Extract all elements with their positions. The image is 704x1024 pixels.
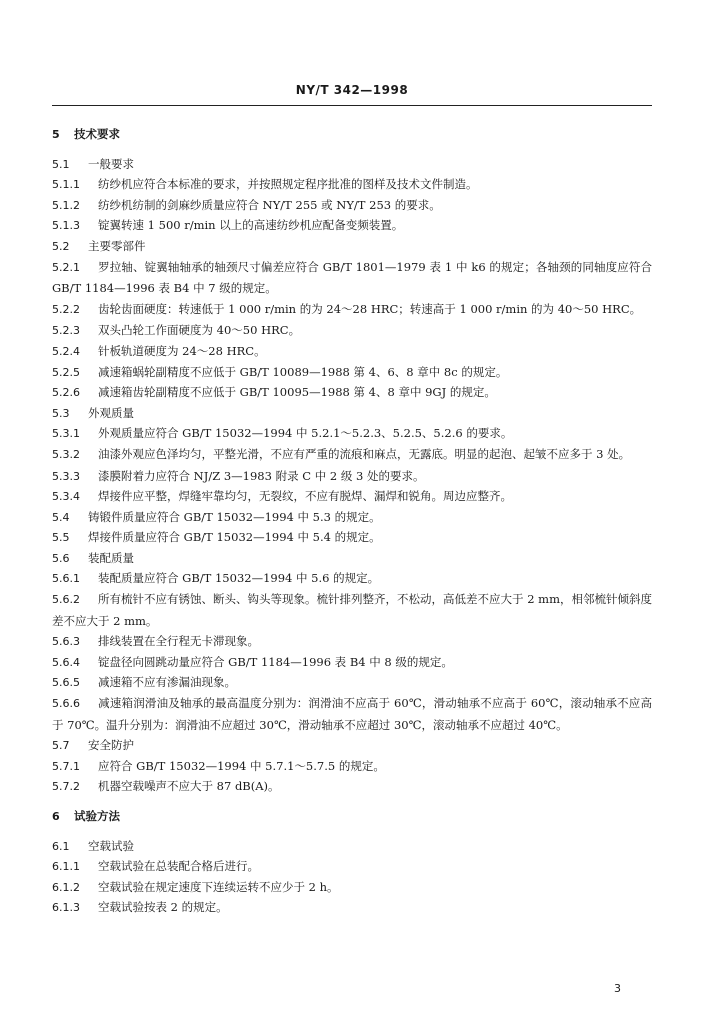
clause-number: 5.2.1 (52, 260, 80, 274)
clause-line (52, 836, 652, 857)
clause-number: 5.7 (52, 739, 70, 753)
clause-line (52, 856, 652, 877)
clause-line (52, 444, 652, 466)
clause-line (52, 527, 652, 548)
clause-number: 6.1 (52, 839, 70, 853)
clause-line (52, 382, 652, 403)
clause-text: 减速箱蜗轮副精度不应低于 GB/T 10089—1988 第 4、6、8 章中 8c 的规定。 (98, 364, 508, 379)
section-heading (52, 124, 652, 145)
header-divider (52, 105, 652, 106)
clause-line (52, 897, 652, 918)
clause-text: 安全防护 (88, 738, 134, 753)
clause-line (52, 236, 652, 257)
document-body (52, 124, 652, 918)
clause-text: 空载试验在规定速度下连续运转不应少于 2 h。 (98, 879, 339, 894)
standard-code-header: NY/T 342—1998 (295, 83, 409, 97)
clause-number: 5.1.2 (52, 198, 80, 212)
clause-text: 外观质量应符合 GB/T 15032—1994 中 5.2.1～5.2.3、5.2.5、5.2.6 的要求。 (98, 426, 513, 441)
clause-number: 5.2.5 (52, 365, 80, 379)
clause-line (52, 756, 652, 777)
clause-text: 技术要求 (74, 127, 120, 141)
clause-number: 5.2.2 (52, 302, 80, 316)
clause-line (52, 548, 652, 569)
clause-number: 5.3.1 (52, 427, 80, 441)
clause-line (52, 154, 652, 175)
clause-number: 5.2.4 (52, 344, 80, 358)
clause-number: 5 (52, 128, 60, 141)
section-heading (52, 806, 652, 827)
clause-number: 5.6.1 (52, 572, 80, 586)
clause-line (52, 877, 652, 898)
clause-line (52, 776, 652, 797)
clause-line (52, 174, 652, 195)
clause-text: 机器空载噪声不应大于 87 dB(A)。 (98, 779, 280, 794)
clause-number: 5.6.3 (52, 635, 80, 649)
clause-text: 油漆外观应色泽均匀，平整光滑，不应有严重的流痕和麻点，无露底。明显的起泡、起皱不应多于 3 处。 (98, 446, 631, 461)
clause-line (52, 320, 652, 341)
clause-text: 减速箱不应有渗漏油现象。 (98, 675, 236, 690)
clause-text: 主要零部件 (88, 238, 146, 253)
clause-number: 5.3 (52, 406, 70, 420)
clause-number: 5.6.4 (52, 655, 80, 669)
clause-number: 5.3.2 (52, 447, 80, 461)
clause-line (52, 568, 652, 589)
clause-line (52, 735, 652, 756)
page-number: 3 (614, 982, 621, 995)
clause-text: 漆膜附着力应符合 NJ/Z 3—1983 附录 C 中 2 级 3 处的要求。 (98, 468, 425, 483)
clause-text: 减速箱润滑油及轴承的最高温度分别为：润滑油不应高于 60℃，滑动轴承不应高于 60℃，滚动轴承不应高于 70℃。温升分别为：润滑油不应超过 30℃，滑动轴承不应超过 30℃，滚动轴承不应超过 40℃。 (52, 696, 652, 732)
clause-number: 5.5 (52, 531, 70, 545)
clause-line (52, 215, 652, 236)
clause-text: 锭翼转速 1 500 r/min 以上的高速纺纱机应配备变频装置。 (98, 218, 404, 233)
clause-text: 纺纱机应符合本标准的要求，并按照规定程序批准的图样及技术文件制造。 (98, 177, 478, 192)
clause-number: 5.4 (52, 510, 70, 524)
clause-text: 双头凸轮工作面硬度为 40～50 HRC。 (98, 323, 301, 338)
clause-number: 5.3.4 (52, 490, 80, 504)
clause-number: 5.7.2 (52, 780, 80, 794)
clause-number: 6 (52, 810, 60, 823)
clause-text: 一般要求 (88, 156, 134, 171)
clause-line (52, 693, 652, 735)
clause-line (52, 341, 652, 362)
clause-number: 5.1.3 (52, 219, 80, 233)
clause-text: 焊接件应平整，焊缝牢靠均匀，无裂纹，不应有脱焊、漏焊和锐角。周边应整齐。 (98, 489, 512, 504)
clause-text: 空载试验按表 2 的规定。 (98, 900, 228, 915)
clause-text: 空载试验在总装配合格后进行。 (98, 859, 259, 874)
clause-text: 外观质量 (88, 405, 134, 420)
clause-text: 齿轮齿面硬度：转速低于 1 000 r/min 的为 24～28 HRC；转速高于 1 000 r/min 的为 40～50 HRC。 (98, 301, 642, 316)
clause-text: 锭盘径向圆跳动量应符合 GB/T 1184—1996 表 B4 中 8 级的规定。 (98, 654, 453, 669)
clause-line (52, 631, 652, 652)
clause-text: 焊接件质量应符合 GB/T 15032—1994 中 5.4 的规定。 (88, 530, 381, 545)
clause-line (52, 672, 652, 693)
clause-number: 5.2.3 (52, 324, 80, 338)
clause-text: 装配质量应符合 GB/T 15032—1994 中 5.6 的规定。 (98, 571, 380, 586)
clause-number: 5.7.1 (52, 759, 80, 773)
clause-number: 6.1.1 (52, 860, 80, 874)
clause-line (52, 507, 652, 528)
clause-line (52, 362, 652, 383)
clause-number: 5.6.6 (52, 697, 80, 711)
clause-line (52, 423, 652, 444)
clause-number: 5.6.5 (52, 676, 80, 690)
clause-text: 罗拉轴、锭翼轴轴承的轴颈尺寸偏差应符合 GB/T 1801—1979 表 1 中 k6 的规定；各轴颈的同轴度应符合 GB/T 1184—1996 表 B4 中 7 级的规定。 (52, 259, 652, 296)
clause-line (52, 466, 652, 487)
clause-number: 5.2.6 (52, 386, 80, 400)
clause-line (52, 652, 652, 673)
clause-number: 5.3.3 (52, 469, 80, 483)
clause-text: 试验方法 (74, 809, 120, 823)
clause-text: 应符合 GB/T 15032—1994 中 5.7.1～5.7.5 的规定。 (98, 758, 385, 773)
clause-text: 针板轨道硬度为 24～28 HRC。 (98, 343, 266, 358)
clause-number: 5.2 (52, 239, 70, 253)
clause-number: 5.1.1 (52, 178, 80, 192)
clause-text: 减速箱齿轮副精度不应低于 GB/T 10095—1988 第 4、8 章中 9GJ 的规定。 (98, 385, 496, 400)
clause-line (52, 299, 652, 321)
clause-number: 5.1 (52, 157, 70, 171)
clause-line (52, 403, 652, 424)
clause-number: 6.1.3 (52, 901, 80, 915)
clause-line (52, 486, 652, 507)
clause-text: 排线装置在全行程无卡滞现象。 (98, 634, 259, 649)
clause-number: 6.1.2 (52, 880, 80, 894)
clause-text: 所有梳针不应有锈蚀、断头、钩头等现象。梳针排列整齐，不松动，高低差不应大于 2 mm，相邻梳针倾斜度差不应大于 2 mm。 (52, 592, 652, 628)
clause-text: 装配质量 (88, 550, 134, 565)
clause-number: 5.6.2 (52, 593, 80, 607)
clause-line (52, 589, 652, 631)
clause-line (52, 195, 652, 216)
clause-text: 空载试验 (88, 838, 134, 853)
clause-text: 铸锻件质量应符合 GB/T 15032—1994 中 5.3 的规定。 (88, 509, 381, 524)
clause-text: 纺纱机纺制的剑麻纱质量应符合 NY/T 255 或 NY/T 253 的要求。 (98, 197, 441, 212)
clause-number: 5.6 (52, 551, 70, 565)
clause-line (52, 257, 652, 299)
